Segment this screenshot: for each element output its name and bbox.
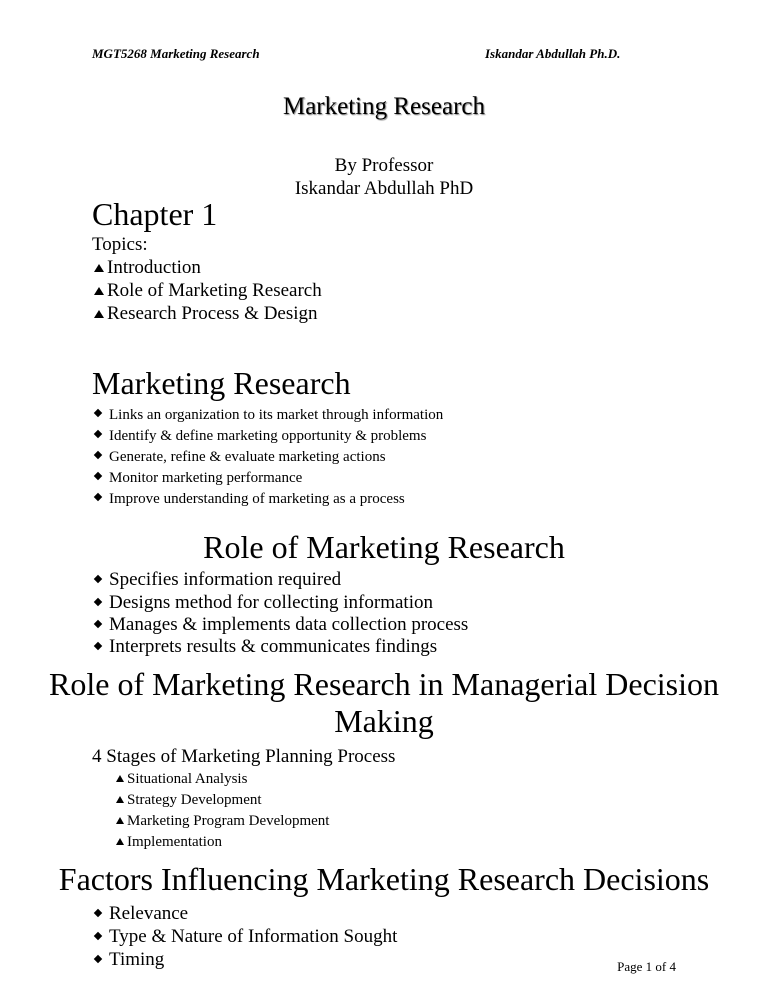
bullet-text: Monitor marketing performance [109, 470, 303, 486]
bullet-text: Identify & define marketing opportunity & problems [109, 428, 427, 444]
diamond-bullet-icon [94, 909, 102, 917]
section-heading-line1: Role of Marketing Research in Managerial Decision [49, 666, 719, 702]
section-heading: Role of Marketing Research [203, 529, 565, 565]
document-title: Marketing Research [282, 93, 485, 120]
stage-text: Marketing Program Development [127, 813, 330, 829]
byline-2: Iskandar Abdullah PhD [294, 178, 474, 199]
diamond-bullet-icon [94, 642, 102, 650]
arrow-bullet-icon [116, 817, 124, 824]
page-number: Page 1 of 4 [617, 959, 676, 974]
diamond-bullet-icon [94, 620, 102, 628]
bullet-text: Links an organization to its market through information [109, 407, 444, 423]
topics-label: Topics: [92, 234, 148, 255]
section-heading-line2: Making [334, 703, 434, 739]
bullet-item [94, 904, 188, 923]
diamond-bullet-icon [94, 955, 102, 963]
stage-text: Situational Analysis [127, 771, 248, 787]
bullet-item [94, 492, 405, 507]
arrow-bullet-icon [94, 310, 104, 318]
bullet-item [94, 471, 302, 486]
bullet-item [94, 950, 164, 969]
topic-item [94, 258, 201, 277]
stage-item [116, 835, 222, 850]
arrow-bullet-icon [94, 264, 104, 272]
diamond-bullet-icon [94, 472, 102, 480]
bullet-item [94, 927, 397, 946]
bullet-item [94, 593, 433, 612]
stage-item [116, 814, 329, 829]
header-right: Iskandar Abdullah Ph.D. [485, 46, 621, 61]
diamond-bullet-icon [94, 493, 102, 501]
arrow-bullet-icon [116, 775, 124, 782]
arrow-bullet-icon [94, 287, 104, 295]
section-heading: Factors Influencing Marketing Research Decisions [58, 861, 710, 897]
diamond-bullet-icon [94, 575, 102, 583]
stage-item [116, 772, 247, 787]
bullet-item [94, 615, 468, 634]
bullet-text: Designs method for collecting information [109, 592, 433, 613]
bullet-item [94, 408, 443, 423]
bullet-text: Manages & implements data collection process [109, 614, 469, 635]
stages-intro: 4 Stages of Marketing Planning Process [92, 746, 396, 767]
stage-text: Strategy Development [127, 792, 262, 808]
topic-item [94, 281, 322, 300]
chapter-heading: Chapter 1 [92, 196, 218, 232]
bullet-item [94, 450, 386, 465]
header-left: MGT5268 Marketing Research [92, 46, 260, 61]
bullet-text: Interprets results & communicates findings [109, 636, 438, 657]
diamond-bullet-icon [94, 932, 102, 940]
topic-text: Role of Marketing Research [107, 280, 322, 301]
section-heading: Marketing Research [92, 365, 351, 401]
topic-text: Research Process & Design [107, 303, 318, 324]
bullet-text: Timing [109, 949, 165, 970]
diamond-bullet-icon [94, 598, 102, 606]
arrow-bullet-icon [116, 838, 124, 845]
diamond-bullet-icon [94, 451, 102, 459]
topic-item [94, 304, 318, 323]
diamond-bullet-icon [94, 409, 102, 417]
stage-text: Implementation [127, 834, 222, 850]
bullet-text: Relevance [109, 903, 189, 924]
bullet-text: Improve understanding of marketing as a process [109, 491, 405, 507]
bullet-text: Generate, refine & evaluate marketing actions [109, 449, 386, 465]
bullet-text: Type & Nature of Information Sought [109, 926, 398, 947]
bullet-item [94, 637, 437, 656]
topic-text: Introduction [107, 257, 201, 278]
byline-1: By Professor [334, 155, 434, 176]
arrow-bullet-icon [116, 796, 124, 803]
bullet-item [94, 429, 426, 444]
stage-item [116, 793, 262, 808]
bullet-text: Specifies information required [109, 569, 342, 590]
bullet-item [94, 570, 341, 589]
diamond-bullet-icon [94, 430, 102, 438]
